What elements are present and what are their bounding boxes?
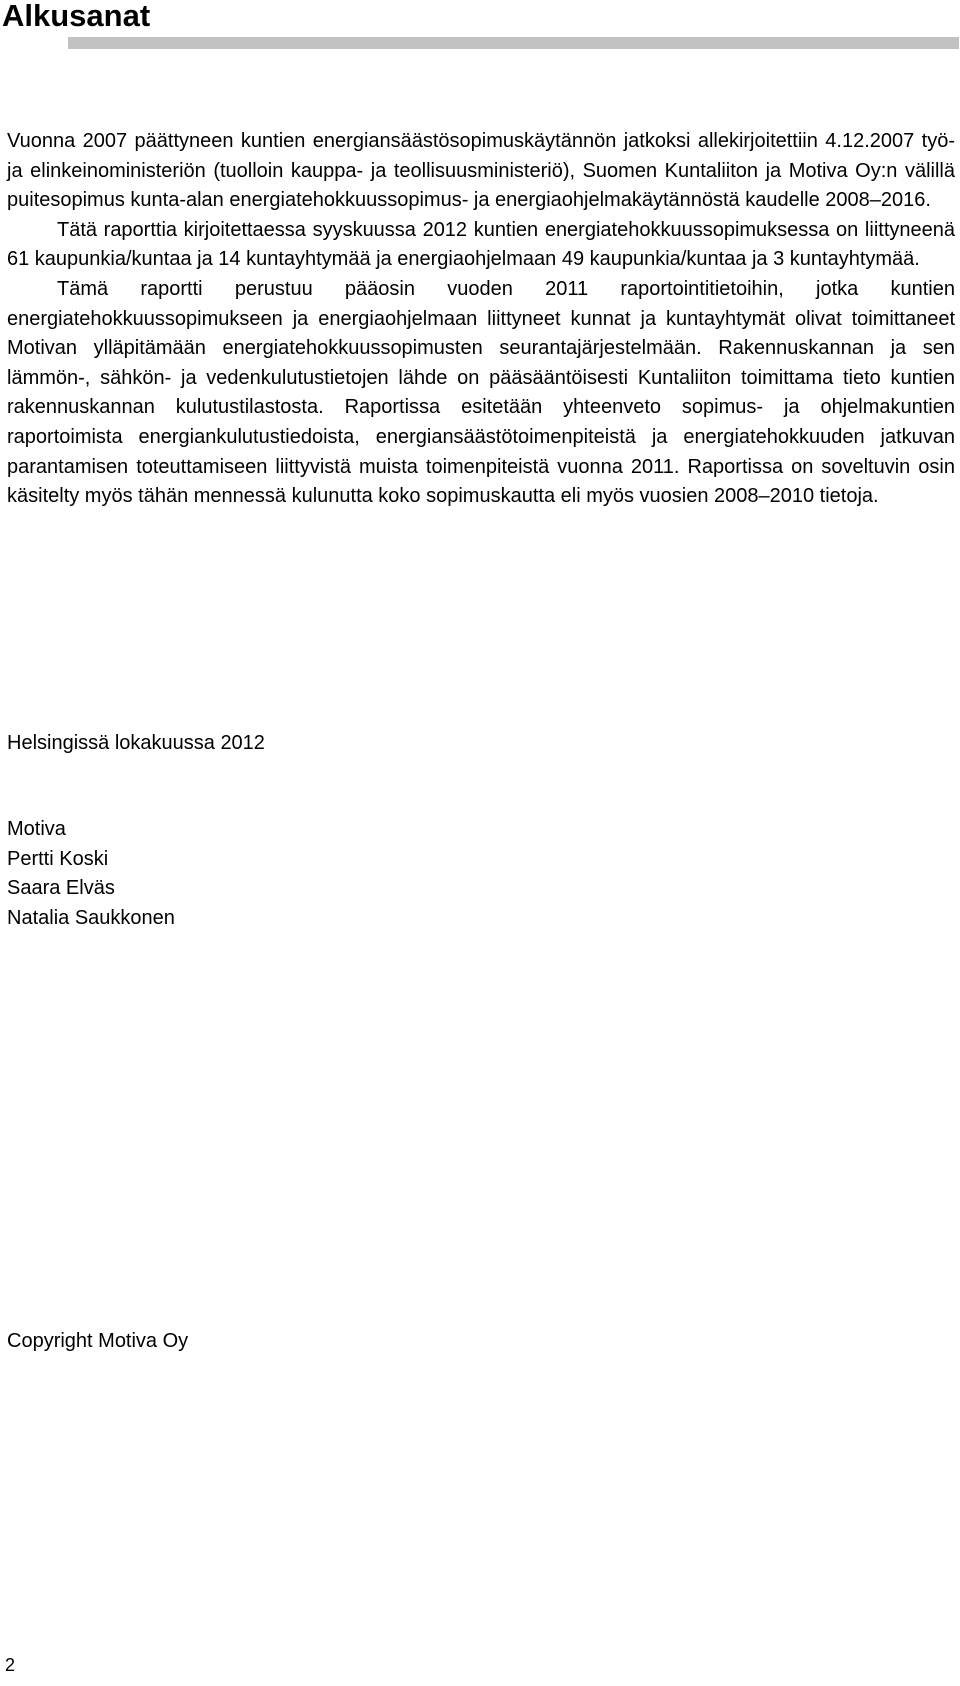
copyright-notice: Copyright Motiva Oy — [7, 1330, 189, 1352]
signatory-name: Saara Elväs — [7, 877, 115, 900]
title-underline-rule — [68, 37, 959, 49]
foreword-body — [7, 127, 955, 512]
paragraph-report-contents: Tämä raportti perustuu pääosin vuoden 2011 raportointitietoihin, jotka kuntien energiatehokkuussopimukseen ja energiaohjelmaan liittyneet kunnat ja kuntayhtymät olivat toimittaneet Motivan ylläpitämään energiatehokkuussopimusten seurantajärjestelmään. Rakennuskannan ja sen lämmön-, sähkön- ja vedenkulutustietojen lähde on pääsääntöisesti Kuntaliiton toimittama tieto kuntien rakennuskannan kulutustilastosta. Raportissa esitetään yhteenveto sopimus- ja ohjelmakuntien raportoimista energiankulutustiedoista, energiansäästötoimenpiteistä ja energiatehokkuuden jatkuvan parantamisen toteuttamiseen liittyvistä muista toimenpiteistä vuonna 2011. Raportissa on soveltuvin osin käsitelty myös tähän mennessä kulunutta koko sopimuskautta eli myös vuosien 2008–2010 tietoja. — [7, 277, 955, 508]
signatory-organization: Motiva — [7, 818, 66, 840]
paragraph-participants: Tätä raporttia kirjoitettaessa syyskuussa 2012 kuntien energiatehokkuussopimuksessa on liittyneenä 61 kaupunkia/kuntaa ja 14 kuntayhtymää ja energiaohjelmaan 49 kaupunkia/kuntaa ja 3 kuntayhtymää. — [7, 218, 955, 271]
signatory-name: Natalia Saukkonen — [7, 907, 175, 930]
page-number: 2 — [5, 1655, 16, 1675]
signatory-name: Pertti Koski — [7, 847, 109, 870]
signatures-block — [7, 815, 175, 934]
place-and-date: Helsingissä lokakuussa 2012 — [7, 732, 265, 754]
paragraph-agreement-background: Vuonna 2007 päättyneen kuntien energiansäästösopimuskäytännön jatkoksi allekirjoitettiin 4.12.2007 työ- ja elinkeinoministeriön (tuolloin kauppa- ja teollisuusministeriö), Suomen Kuntaliiton ja Motiva Oy:n välillä puitesopimus kunta-alan energiatehokkuussopimus- ja energiaohjelmakäytännöstä kaudelle 2008–2016. — [7, 130, 955, 212]
page-title: Alkusanat — [2, 0, 151, 33]
